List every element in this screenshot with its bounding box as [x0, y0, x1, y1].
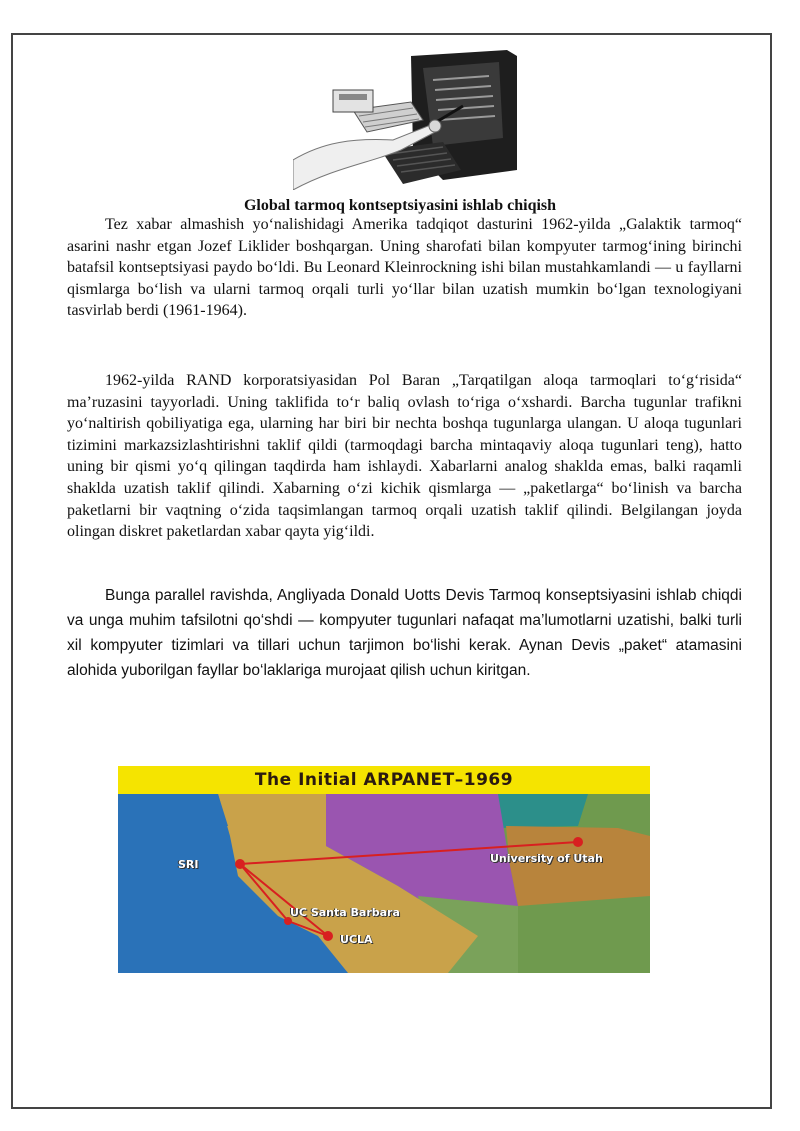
node-label-sri: SRI — [178, 858, 199, 871]
computer-terminal-photo — [293, 50, 517, 190]
arpanet-map — [118, 766, 650, 973]
page-title: Global tarmoq kontseptsiyasini ishlab chiqish — [243, 197, 557, 214]
node-label-ucsb: UC Santa Barbara — [290, 906, 400, 919]
map-title: The Initial ARPANET–1969 — [118, 766, 650, 794]
node-label-ucla: UCLA — [340, 933, 373, 946]
node-label-utah: University of Utah — [490, 852, 603, 865]
paragraph-2: 1962-yilda RAND korporatsiyasidan Pol Baran „Tarqatilgan aloqa tarmoqlari to‘g‘risida“ ma’ruzasini tayyorladi. Uning taklifida to‘r baliq ovlash to‘riga o‘xshardi. Barcha tugunlar trafikni yo‘naltirish qobiliyatiga ega, ularning har biri bir nechta boshqa tugunlarga ulangan. U aloqa tugunlari tizimini markazsizlashtirishni taklif qildi (tarmoqdagi barcha mintaqaviy aloqa tugunlari teng), hatto uning bir qismi yo‘q qilingan taqdirda ham ishlaydi. Xabarlarni analog shaklda emas, balki raqamli shaklda uzatish taklif qilindi. Xabarning o‘zi kichik qismlarga — „paketlarga“ bo‘linish va barcha paketlarni bir vaqtning o‘zida taqsimlangan tarmoq orqali uzatish taklif qilindi. Belgilangan joyda olingan diskret paketlardan xabar qayta yig‘ildi. — [67, 372, 742, 541]
paragraph-1: Tez xabar almashish yo‘nalishidagi Amerika tadqiqot dasturini 1962-yilda „Galaktik tarmoq“ asarini nashr etgan Jozef Liklider boshqargan. Uning sharofati bilan kompyuter tarmog‘ining birinchi batafsil kontseptsiyasi paydo bo‘ldi. Bu Leonard Kleinrockning ishi bilan mustahkamlandi — u fayllarni qismlarga bo‘lish va ularni tarmoq orqali turli yo‘llar bilan uzatish mumkin bo‘lgan texnologiyani tasvirlab berdi (1961-1964). — [67, 216, 742, 320]
paragraph-3: Bunga parallel ravishda, Angliyada Donald Uotts Devis Tarmoq konseptsiyasini ishlab chiqdi va unga muhim tafsilotni qo‘shdi — kompyuter tugunlari nafaqat ma’lumotlarni uzatishi, balki turli xil kompyuter tizimlari va tillari uchun tarjimon bo‘lishi kerak. Aynan Devis „paket“ atamasini alohida yuborilgan fayllar bo‘laklariga murojaat qilish uchun kiritgan. — [67, 587, 742, 679]
